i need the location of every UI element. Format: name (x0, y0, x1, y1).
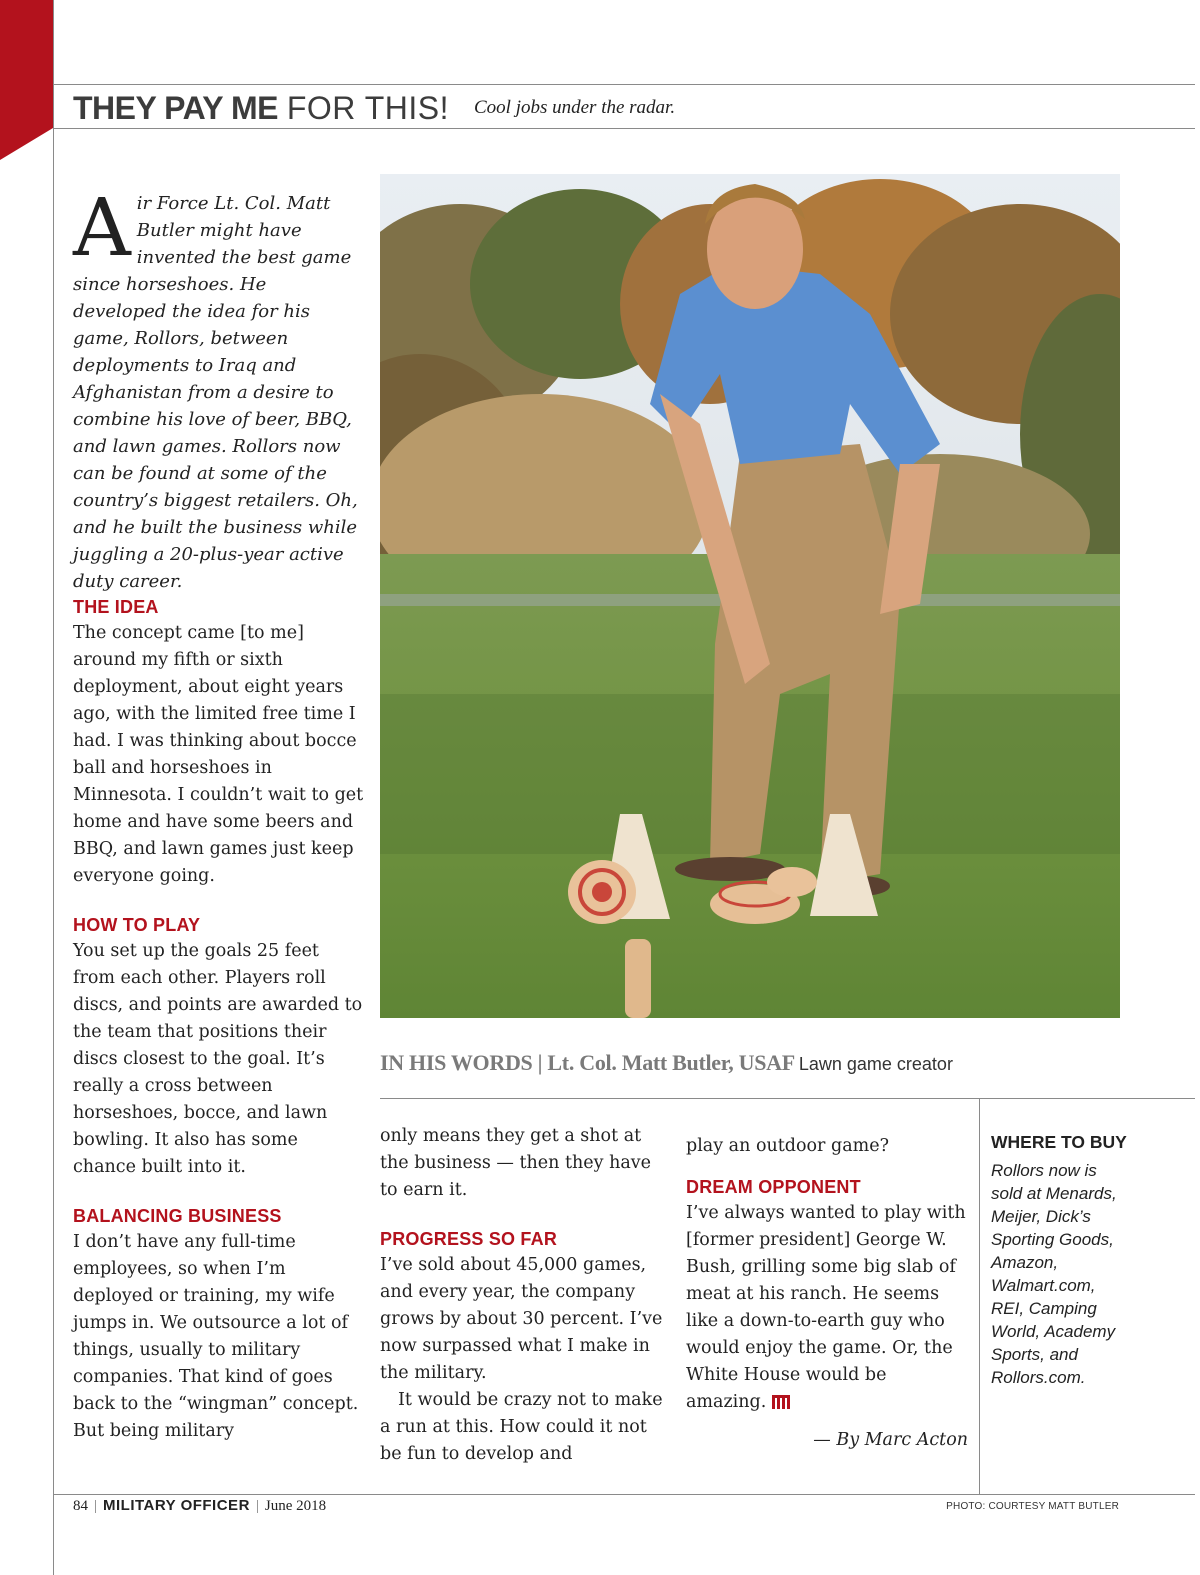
caption-label: IN HIS WORDS | Lt. Col. Matt Butler, USAF (380, 1050, 795, 1075)
end-mark-icon (772, 1391, 790, 1418)
body-how-to-play: You set up the goals 25 feet from each other. Players roll discs, and points are awarded to the team that positions their discs closest to the goal. It’s really a cross between horseshoes, bocce, and lawn bowling. It also has some chance built into it. (73, 941, 363, 1177)
footer-rule (53, 1494, 1195, 1495)
section-title (73, 88, 449, 128)
article-column-1 (73, 572, 365, 1445)
body-dream-opponent-para (686, 1200, 971, 1418)
section-title-bold: THEY PAY ME (73, 90, 278, 126)
header-top-rule (53, 84, 1195, 85)
hero-photo (380, 174, 1120, 1018)
where-to-buy-sidebar (991, 1132, 1131, 1389)
byline: — By Marc Acton (813, 1430, 968, 1450)
header-bottom-rule (53, 128, 1195, 129)
sidebar-body: Rollors now is sold at Menards, Meijer, Dick’s Sporting Goods, Amazon, Walmart.com, REI, Camping World, Academy Sports, and Rollors.com. (991, 1161, 1117, 1387)
sidebar-rule (979, 1098, 980, 1494)
caption-sub: Lawn game creator (798, 1054, 953, 1074)
sidebar-heading: WHERE TO BUY (991, 1132, 1127, 1152)
body-balancing-business: I don’t have any full-time employees, so when I’m deployed or training, my wife jumps in. We outsource a lot of things, usually to military companies. That kind of goes back to the “wingman” concept. But being military (73, 1232, 359, 1441)
body-progress-continued: play an outdoor game? (686, 1136, 889, 1156)
section-subtitle: Cool jobs under the radar. (474, 97, 676, 118)
intro-paragraph (73, 181, 363, 595)
heading-dream-opponent: DREAM OPPONENT (686, 1177, 861, 1197)
article-column-2 (380, 1123, 665, 1468)
photo-lawn-game-player (380, 174, 1120, 1018)
issue-date: June 2018 (264, 1498, 327, 1514)
left-margin-rule (53, 0, 54, 1575)
red-corner-tab (0, 0, 53, 160)
body-balancing-continued: only means they get a shot at the business — then they have to earn it. (380, 1126, 652, 1200)
caption-rule (380, 1098, 1195, 1099)
heading-how-to-play: HOW TO PLAY (73, 915, 201, 935)
intro-text: ir Force Lt. Col. Matt Butler might have invented the best game since horseshoes. He developed the idea for his game, Rollors, between deployments to Iraq and Afghanistan from a desire to combine his love of beer, BBQ, and lawn games. Rollors now can be found at some of the country’s biggest retailers. Oh, and he built the business while juggling a 20-plus-year active duty career. (73, 193, 358, 592)
photo-credit: PHOTO: COURTESY MATT BUTLER (946, 1501, 1119, 1512)
body-dream-opponent: I’ve always wanted to play with [former president] George W. Bush, grilling some big slab of meat at his ranch. He seems like a down-to-earth guy who would enjoy the game. Or, the White House would be amazing. (686, 1203, 966, 1412)
magazine-name: MILITARY OFFICER (103, 1497, 250, 1514)
body-progress-1: I’ve sold about 45,000 games, and every year, the company grows by about 30 percent. I’ve now surpassed what I make in the military. (380, 1255, 663, 1383)
heading-progress-so-far: PROGRESS SO FAR (380, 1229, 558, 1249)
body-the-idea: The concept came [to me] around my fifth or sixth deployment, about eight years ago, with the limited free time I had. I was thinking about bocce ball and horseshoes in Minnesota. I couldn’t wait to get home and have some beers and BBQ, and lawn games just keep everyone going. (73, 623, 364, 886)
section-title-light: FOR THIS! (286, 90, 449, 126)
folio: 84 | MILITARY OFFICER | June 2018 (73, 1497, 327, 1514)
article-column-3 (686, 1133, 971, 1418)
heading-balancing-business: BALANCING BUSINESS (73, 1206, 282, 1226)
drop-cap: A (73, 181, 131, 274)
photo-caption (380, 1050, 953, 1076)
page-number: 84 (73, 1498, 88, 1514)
heading-the-idea: THE IDEA (73, 597, 159, 617)
body-progress-2: It would be crazy not to make a run at this. How could it not be fun to develop and (380, 1390, 663, 1464)
